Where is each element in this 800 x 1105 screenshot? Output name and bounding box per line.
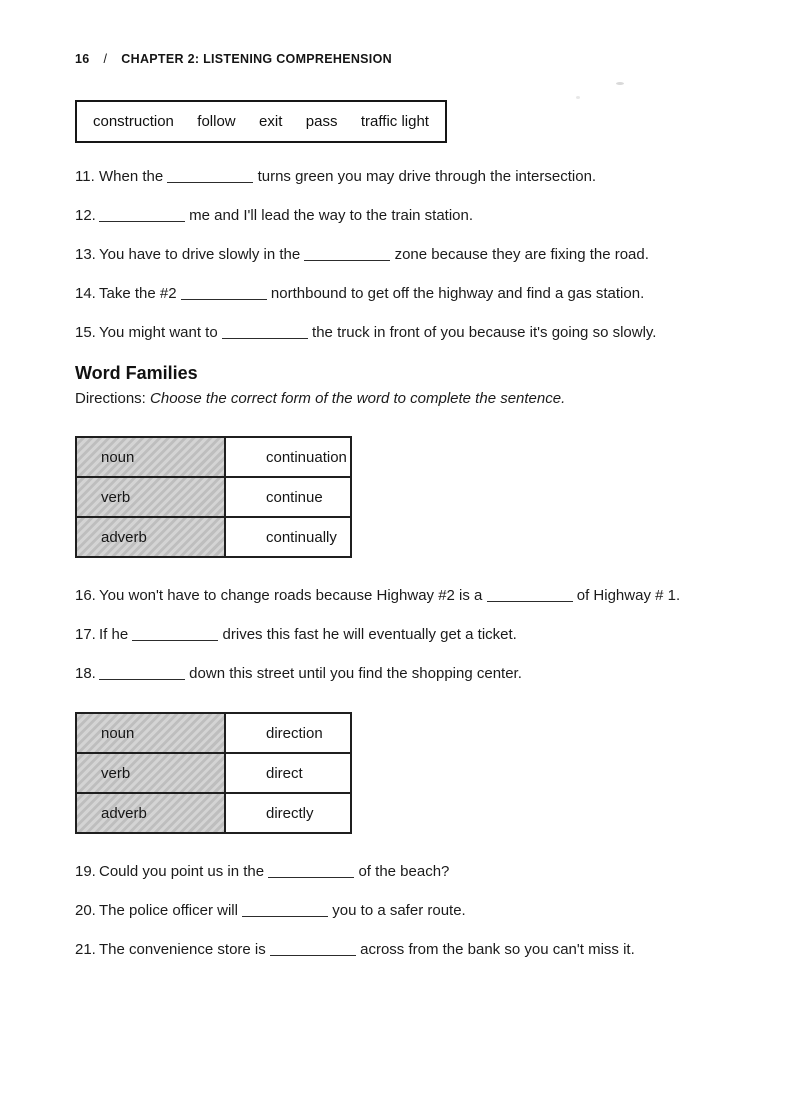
item-number: 18. xyxy=(75,665,96,682)
item-number: 16. xyxy=(75,587,96,604)
fill-in-item xyxy=(75,207,730,225)
table-row xyxy=(76,477,351,517)
scan-speckle xyxy=(576,96,580,99)
answer-blank xyxy=(99,209,185,222)
directions-label: Directions: xyxy=(75,390,146,407)
word-bank-word: pass xyxy=(305,113,338,130)
part-of-speech-cell: verb xyxy=(76,753,225,793)
fill-in-items-11-15 xyxy=(75,168,730,342)
fill-in-item xyxy=(75,626,730,644)
word-form-cell: continuation xyxy=(225,437,351,477)
section-title: Word Families xyxy=(75,363,198,383)
part-of-speech-cell: adverb xyxy=(76,793,225,833)
part-of-speech-cell: verb xyxy=(76,477,225,517)
answer-blank xyxy=(167,170,253,183)
directions-line xyxy=(75,390,730,407)
answer-blank xyxy=(181,287,267,300)
item-text-post: me and I'll lead the way to the train station. xyxy=(189,207,474,224)
word-family-table-continue xyxy=(75,436,352,558)
item-number: 11. xyxy=(75,168,95,185)
item-text-post: across from the bank so you can't miss it. xyxy=(360,941,635,958)
word-bank-word: follow xyxy=(197,113,236,130)
fill-in-items-19-21 xyxy=(75,863,730,959)
item-text-post: zone because they are fixing the road. xyxy=(394,246,649,263)
item-text-post: of the beach? xyxy=(358,863,450,880)
item-number: 14. xyxy=(75,285,96,302)
word-form-cell: continue xyxy=(225,477,351,517)
fill-in-item xyxy=(75,863,730,881)
word-bank-word: construction xyxy=(93,113,174,130)
part-of-speech-cell: noun xyxy=(76,713,225,753)
chapter-title: CHAPTER 2: LISTENING COMPREHENSION xyxy=(121,52,392,66)
fill-in-items-16-18 xyxy=(75,587,730,683)
answer-blank xyxy=(99,667,185,680)
item-text-pre: Could you point us in the xyxy=(99,863,265,880)
item-number: 12. xyxy=(75,207,96,224)
header-separator: / xyxy=(103,52,108,66)
part-of-speech-cell: adverb xyxy=(76,517,225,557)
scan-speckle xyxy=(616,82,624,85)
item-text-post: down this street until you find the shopping center. xyxy=(189,665,522,682)
answer-blank xyxy=(304,248,390,261)
fill-in-item xyxy=(75,941,730,959)
page-number: 16 xyxy=(75,52,90,66)
item-text-post: of Highway # 1. xyxy=(576,587,681,604)
running-header xyxy=(75,52,730,66)
answer-blank xyxy=(268,865,354,878)
item-text-pre: You have to drive slowly in the xyxy=(99,246,301,263)
fill-in-item xyxy=(75,168,730,186)
answer-blank xyxy=(222,326,308,339)
word-form-cell: directly xyxy=(225,793,351,833)
item-text-pre: The convenience store is xyxy=(99,941,266,958)
item-text-pre: The police officer will xyxy=(99,902,238,919)
word-form-cell: direct xyxy=(225,753,351,793)
item-text-pre: Take the #2 xyxy=(99,285,177,302)
table-row xyxy=(76,713,351,753)
table-row xyxy=(76,437,351,477)
item-text-pre: You might want to xyxy=(99,324,218,341)
fill-in-item xyxy=(75,665,730,683)
table-row xyxy=(76,753,351,793)
item-text-pre: You won't have to change roads because Highway #2 is a xyxy=(99,587,483,604)
fill-in-item xyxy=(75,246,730,264)
fill-in-item xyxy=(75,902,730,920)
item-number: 15. xyxy=(75,324,96,341)
fill-in-item xyxy=(75,285,730,303)
fill-in-item xyxy=(75,324,730,342)
item-text-post: the truck in front of you because it's going so slowly. xyxy=(312,324,657,341)
directions-text: Choose the correct form of the word to complete the sentence. xyxy=(150,390,566,407)
item-number: 19. xyxy=(75,863,96,880)
part-of-speech-cell: noun xyxy=(76,437,225,477)
fill-in-item xyxy=(75,587,730,605)
item-text-post: you to a safer route. xyxy=(332,902,466,919)
item-text-post: turns green you may drive through the intersection. xyxy=(257,168,597,185)
item-number: 20. xyxy=(75,902,96,919)
item-number: 21. xyxy=(75,941,96,958)
answer-blank xyxy=(132,628,218,641)
item-number: 17. xyxy=(75,626,96,643)
answer-blank xyxy=(270,943,356,956)
item-text-post: northbound to get off the highway and find a gas station. xyxy=(270,285,645,302)
answer-blank xyxy=(242,904,328,917)
table-row xyxy=(76,517,351,557)
item-text-pre: If he xyxy=(99,626,129,643)
word-form-cell: direction xyxy=(225,713,351,753)
item-number: 13. xyxy=(75,246,96,263)
word-bank-word: traffic light xyxy=(360,113,429,130)
table-row xyxy=(76,793,351,833)
word-bank-word: exit xyxy=(259,113,283,130)
word-form-cell: continually xyxy=(225,517,351,557)
answer-blank xyxy=(487,589,573,602)
word-bank-box xyxy=(75,100,447,143)
word-family-table-direct xyxy=(75,712,352,834)
item-text-pre: When the xyxy=(99,168,164,185)
item-text-post: drives this fast he will eventually get a ticket. xyxy=(222,626,517,643)
